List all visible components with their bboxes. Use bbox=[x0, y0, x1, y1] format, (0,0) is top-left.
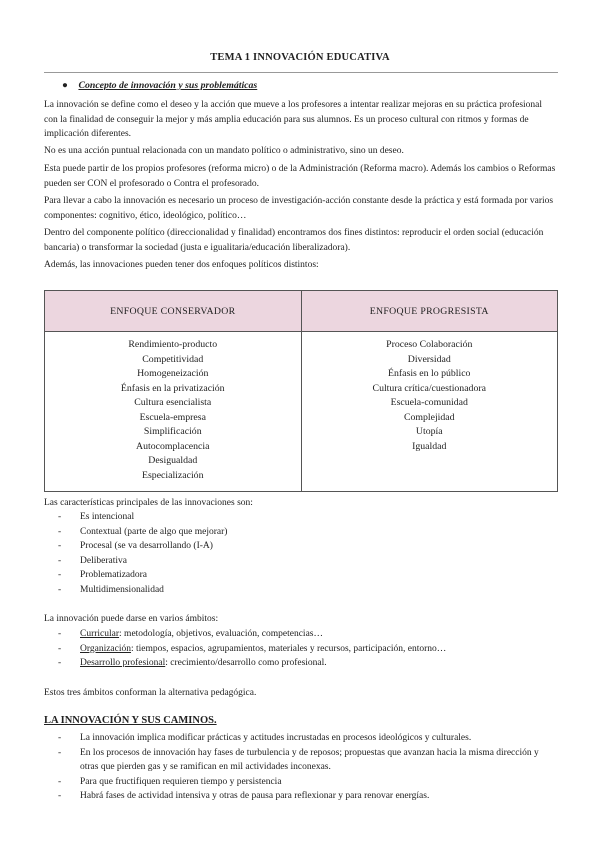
list-item: Cultura crítica/cuestionadora bbox=[372, 382, 486, 394]
list-item: Escuela-empresa bbox=[139, 411, 206, 423]
list-item: - La innovación implica modificar prácticas y actitudes incrustadas en procesos ideológicos y culturales. bbox=[58, 733, 472, 743]
paragraph-definicion: La innovación se define como el deseo y la acción que mueve a los profesores a intentar realizar mejoras en su práctica profesional con la finalidad de conseguir la mejor y más amplia educación para sus alumnos. Es un proceso cultural con ritmos y formas de implicación diferentes. bbox=[44, 100, 543, 139]
list-item: - Procesal (se va desarrollando (I-A) bbox=[58, 541, 213, 551]
list-item: - Organización: tiempos, espacios, agrupamientos, materiales y recursos, participación, entorno… bbox=[58, 643, 447, 654]
list-item: Escuela-comunidad bbox=[390, 397, 468, 408]
list-item: Desigualdad bbox=[148, 455, 198, 466]
list-item: Proceso Colaboración bbox=[386, 339, 473, 350]
list-item: - Habrá fases de actividad intensiva y otras de pausa para reflexionar y para renovar energías. bbox=[58, 791, 430, 801]
section-heading-caminos: LA INNOVACIÓN Y SUS CAMINOS. bbox=[44, 715, 217, 726]
list-item: Diversidad bbox=[407, 353, 451, 365]
list-item: Complejidad bbox=[403, 411, 455, 423]
list-item: - Problematizadora bbox=[58, 570, 148, 580]
list-item: Cultura esencialista bbox=[134, 397, 212, 408]
list-item: - Para que fructifiquen requieren tiempo y persistencia bbox=[58, 776, 282, 787]
ambitos-intro: La innovación puede darse en varios ámbitos: bbox=[44, 614, 219, 624]
title-divider bbox=[44, 72, 558, 73]
progresista-cell bbox=[301, 332, 558, 492]
paragraph-reformas: Esta puede partir de los propios profesores (reforma micro) o de la Administración (Reforma macro). Además los cambios o Reformas pueden ser CON el profesorado o Contra el profesorado. bbox=[44, 164, 556, 189]
list-item: Competitividad bbox=[142, 353, 204, 365]
header-conservador: ENFOQUE CONSERVADOR bbox=[45, 291, 302, 332]
bullet-icon: ● bbox=[62, 80, 68, 91]
enfoques-table bbox=[44, 290, 558, 492]
list-item: Autocomplacencia bbox=[136, 440, 210, 452]
conservador-cell bbox=[45, 332, 302, 492]
section-heading-concepto bbox=[62, 80, 257, 91]
list-item: Énfasis en la privatización bbox=[120, 382, 225, 394]
list-item: Simplificación bbox=[143, 426, 202, 437]
header-progresista: ENFOQUE PROGRESISTA bbox=[301, 291, 558, 332]
paragraph-accion: No es una acción puntual relacionada con un mandato político o administrativo, sino un deseo. bbox=[44, 146, 404, 156]
caracteristicas-list bbox=[58, 510, 227, 597]
list-item: Especialización bbox=[142, 469, 204, 481]
paragraph-investigacion: Para llevar a cabo la innovación es necesario un proceso de investigación-acción constante desde la práctica y está formada por varios componentes: cognitivo, ético, ideológico, político… bbox=[44, 196, 554, 221]
table-row bbox=[45, 332, 558, 492]
list-item: - Contextual (parte de algo que mejorar) bbox=[58, 526, 228, 537]
page-title: TEMA 1 INNOVACIÓN EDUCATIVA bbox=[210, 52, 390, 63]
ambitos-conclusion: Estos tres ámbitos conforman la alternativa pedagógica. bbox=[44, 688, 257, 698]
table-header-row bbox=[45, 291, 558, 332]
ambitos-list bbox=[58, 627, 446, 671]
caminos-list bbox=[58, 731, 558, 804]
list-item: - En los procesos de innovación hay fases de turbulencia y de reposos; propuestas que avanzan hacia la misma dirección y otras que pierden gas y se ramifican en mil actividades inconexas. bbox=[58, 747, 539, 772]
list-item: - Deliberativa bbox=[58, 555, 127, 566]
list-item: Igualdad bbox=[412, 440, 447, 452]
caracteristicas-intro: Las características principales de las innovaciones son: bbox=[44, 498, 253, 508]
list-item: - Desarrollo profesional: crecimiento/desarrollo como profesional. bbox=[58, 658, 327, 668]
list-item: - Curricular: metodología, objetivos, evaluación, competencias… bbox=[58, 629, 323, 639]
list-item: Homogeneización bbox=[137, 368, 209, 379]
list-item: - Es intencional bbox=[58, 512, 135, 522]
list-item: Rendimiento-producto bbox=[128, 339, 218, 350]
heading-text: Concepto de innovación y sus problemáticas bbox=[78, 80, 258, 91]
list-item: - Multidimensionalidad bbox=[58, 584, 164, 595]
list-item: Utopía bbox=[415, 426, 443, 437]
list-item: Énfasis en lo público bbox=[388, 368, 471, 379]
paragraph-enfoques-intro: Además, las innovaciones pueden tener dos enfoques políticos distintos: bbox=[44, 260, 319, 270]
paragraph-componente-politico: Dentro del componente político (direccionalidad y finalidad) encontramos dos fines distintos: reproducir el orden social (educación bancaria) o transformar la sociedad (justa e igualitaria/educación liberalizadora). bbox=[44, 228, 544, 253]
